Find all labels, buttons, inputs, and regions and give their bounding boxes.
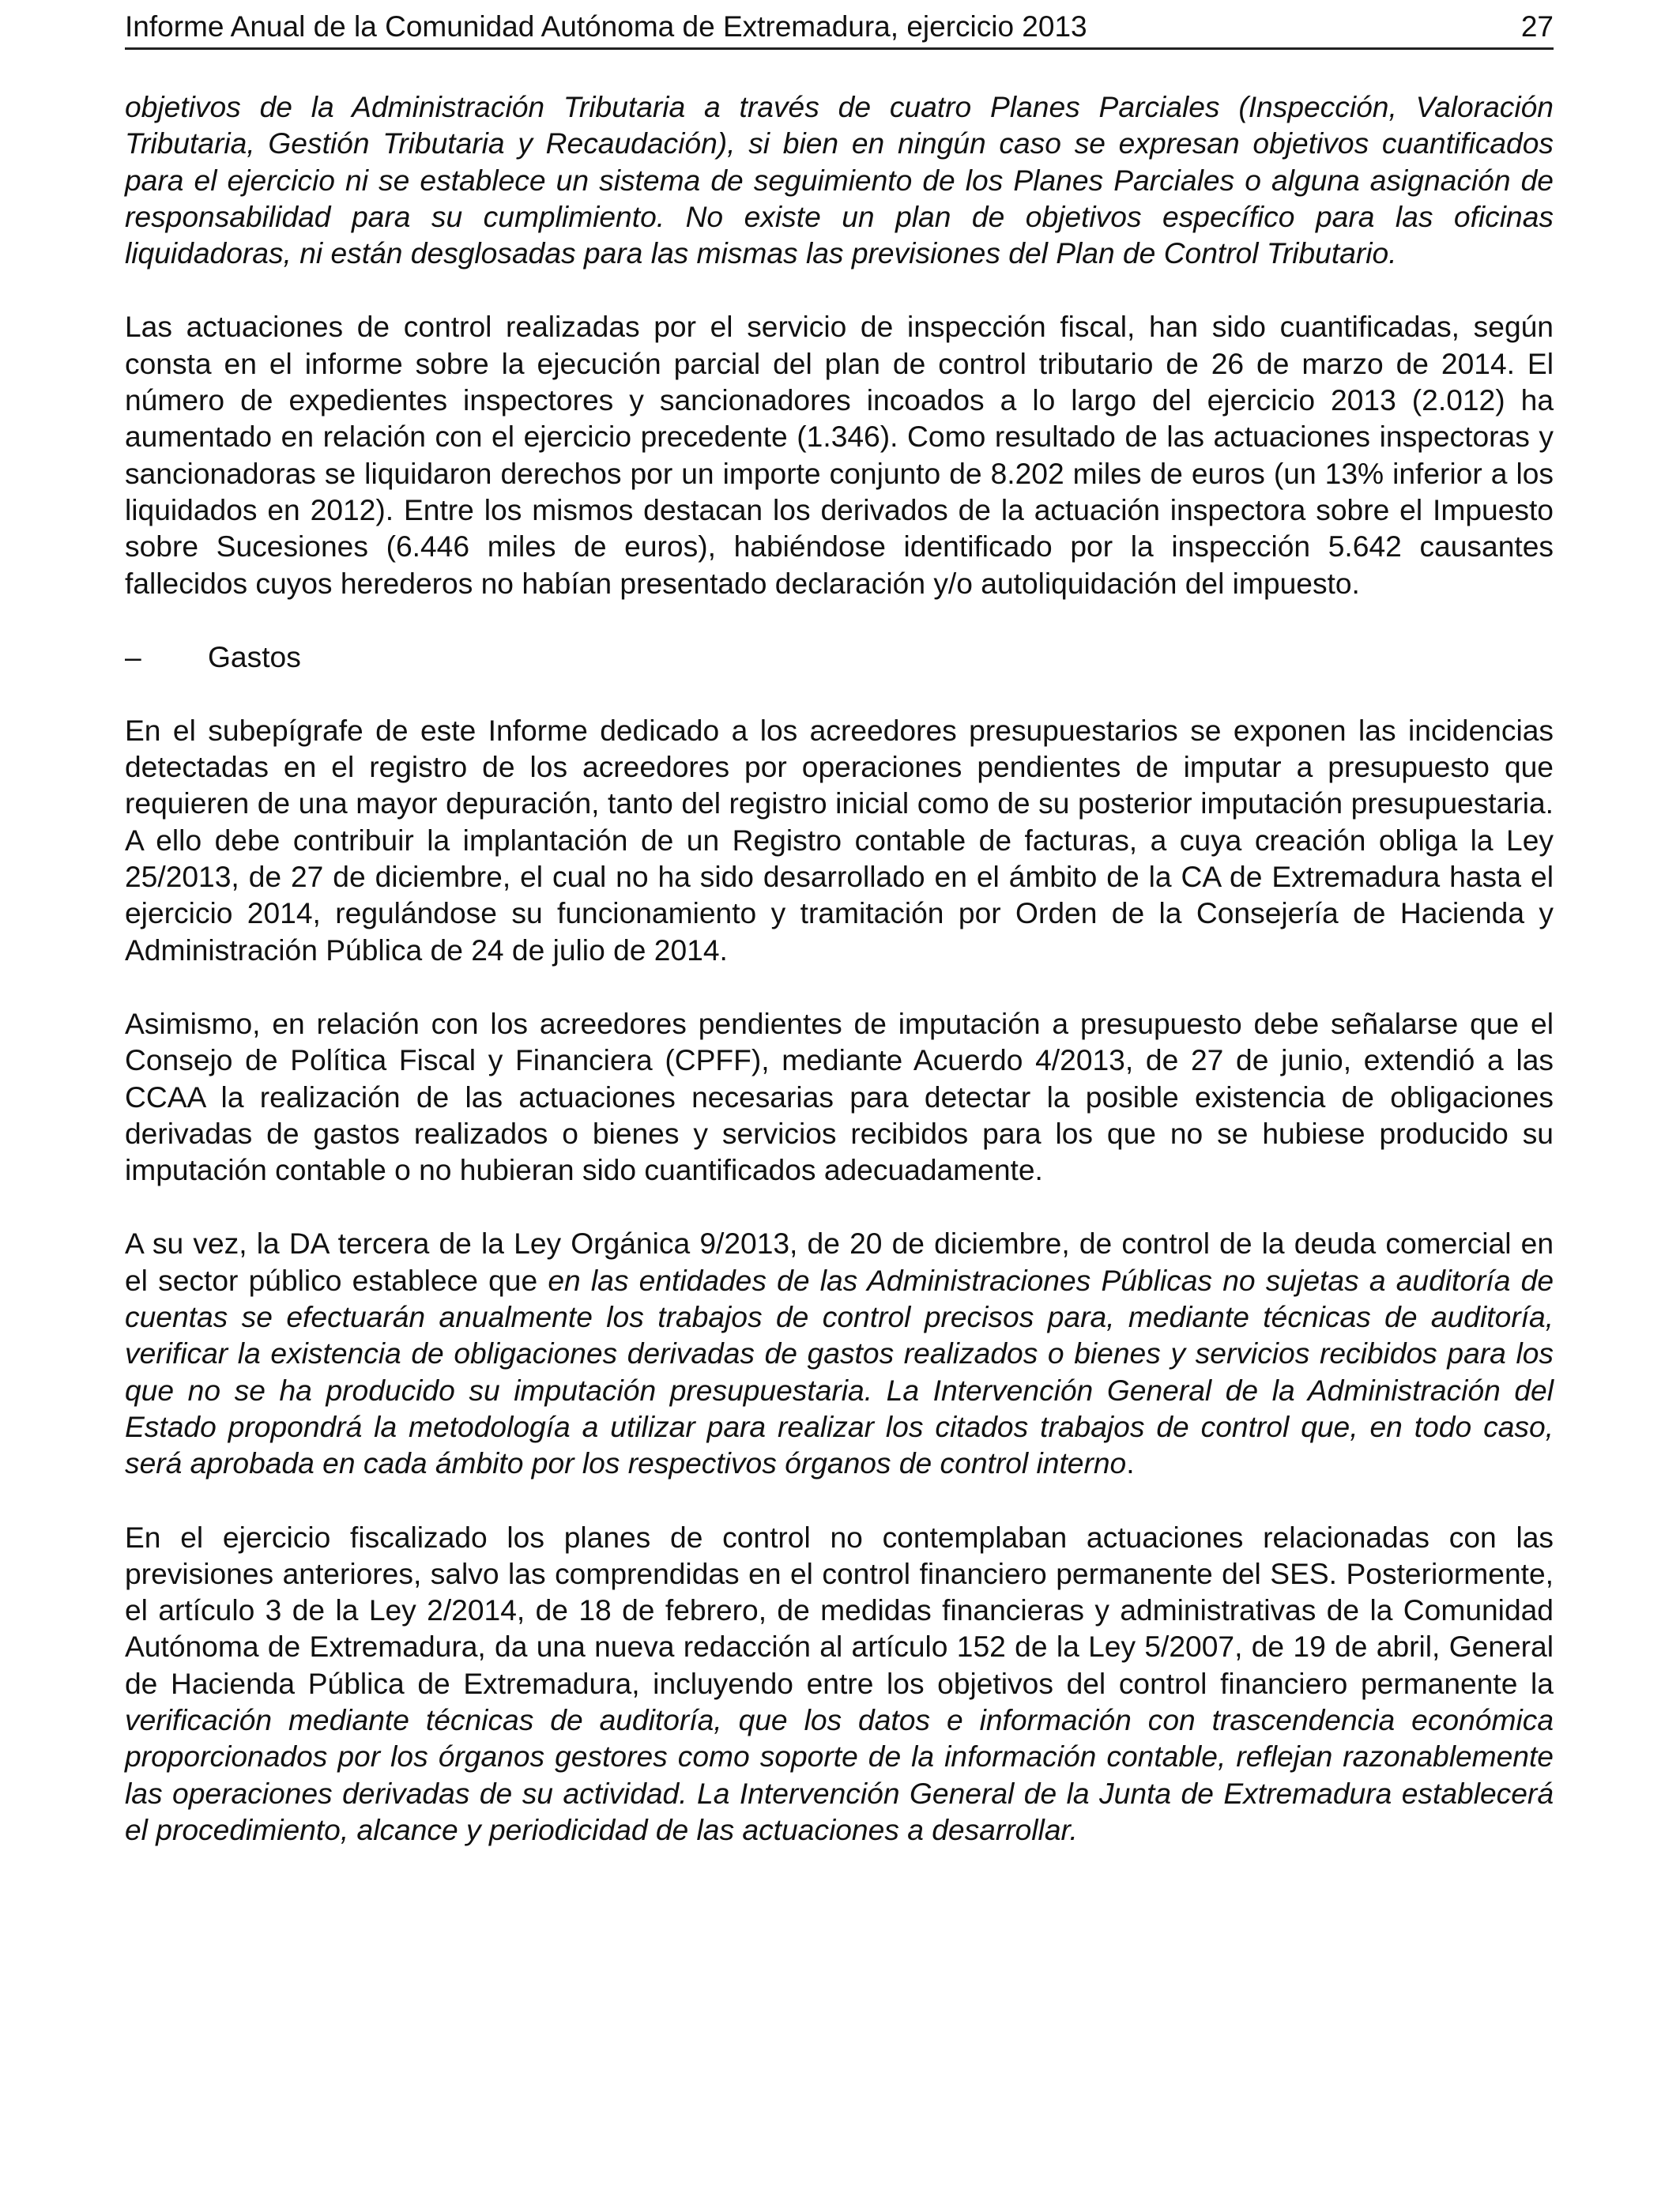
page-header — [125, 6, 1554, 50]
paragraph-actuaciones-control: Las actuaciones de control realizadas por el servicio de inspección fiscal, han sido cuantificadas, según consta en el informe sobre la ejecución parcial del plan de control tributario de 26 de marzo de 2014. El número de expedientes inspectores y sancionadores incoados a lo largo del ejercicio 2013 (2.012) ha aumentado en relación con el ejercicio precedente (1.346). Como resultado de las actuaciones inspectoras y sancionadoras se liquidaron derechos por un importe conjunto de 8.202 miles de euros (un 13% inferior a los liquidados en 2012). Entre los mismos destacan los derivados de la actuación inspectora sobre el Impuesto sobre Sucesiones (6.446 miles de euros), habiéndose identificado por la inspección 5.642 causantes fallecidos cuyos herederos no habían presentado declaración y/o autoliquidación del impuesto. — [125, 310, 1554, 600]
document-body — [125, 89, 1554, 1885]
section-heading-gastos — [125, 639, 1554, 675]
page-number: 27 — [1520, 10, 1554, 43]
dash-bullet-icon: – — [125, 639, 141, 673]
header-title: Informe Anual de la Comunidad Autónoma de Extremadura, ejercicio 2013 — [125, 10, 1087, 43]
section-label: Gastos — [208, 639, 301, 673]
paragraph-cpff-acuerdo: Asimismo, en relación con los acreedores pendientes de imputación a presupuesto debe señalarse que el Consejo de Política Fiscal y Financiera (CPFF), mediante Acuerdo 4/2013, de 27 de junio, extendió a las CCAA la realización de las actuaciones necesarias para detectar la posible existencia de obligaciones derivadas de gastos realizados o bienes y servicios recibidos para los que no se hubiese producido su imputación contable o no hubieran sido cuantificados adecuadamente. — [125, 1006, 1554, 1187]
paragraph-planes-parciales — [125, 89, 1554, 271]
paragraph-acreedores-presupuestarios: En el subepígrafe de este Informe dedicado a los acreedores presupuestarios se exponen las incidencias detectadas en el registro de los acreedores por operaciones pendientes de imputar a presupuesto que requieren de una mayor depuración, tanto del registro inicial como de su posterior imputación presupuestaria. A ello debe contribuir la implantación de un Registro contable de facturas, a cuya creación obliga la Ley 25/2013, de 27 de diciembre, el cual no ha sido desarrollado en el ámbito de la CA de Extremadura hasta el ejercicio 2014, regulándose su funcionamiento y tramitación por Orden de la Consejería de Hacienda y Administración Pública de 24 de julio de 2014. — [125, 713, 1554, 967]
paragraph-italic-quote: en las entidades de las Administraciones Públicas no sujetas a auditoría de cuentas se efectuarán anualmente los trabajos de control precisos para, mediante técnicas de auditoría, verificar la existencia de obligaciones derivadas de gastos realizados o bienes y servicios recibidos para los que no se ha producido su imputación presupuestaria. La Intervención General de la Administración del Estado propondrá la metodología a utilizar para realizar los citados trabajos de control que, en todo caso, será aprobada en cada ámbito por los respectivos órganos de control interno — [125, 1263, 1554, 1480]
paragraph-ley-organica — [125, 1225, 1554, 1481]
paragraph-italic-text: objetivos de la Administración Tributaria a través de cuatro Planes Parciales (Inspección, Valoración Tributaria, Gestión Tributaria y Recaudación), si bien en ningún caso se expresan objetivos cuantificados para el ejercicio ni se establece un sistema de seguimiento de los Planes Parciales o alguna asignación de responsabilidad para su cumplimiento. No existe un plan de objetivos específico para las oficinas liquidadoras, ni están desglosadas para las mismas las previsiones del Plan de Control Tributario. — [125, 90, 1554, 270]
paragraph-tail-text: . — [1126, 1446, 1135, 1480]
paragraph-lead-text: A su vez, la DA tercera de la Ley Orgánica 9/2013, de 20 de diciembre, de control de la deuda comercial en el sector público establece que — [125, 1227, 1554, 1297]
paragraph-ejercicio-fiscalizado — [125, 1519, 1554, 1849]
paragraph-italic-quote: verificación mediante técnicas de auditoría, que los datos e información con trascendencia económica proporcionados por los órganos gestores como soporte de la información contable, reflejan razonablemente las operaciones derivadas de su actividad. La Intervención General de la Junta de Extremadura establecerá el procedimiento, alcance y periodicidad de las actuaciones a desarrollar. — [125, 1702, 1554, 1846]
paragraph-lead-text: En el ejercicio fiscalizado los planes de control no contemplaban actuaciones relacionadas con las previsiones anteriores, salvo las comprendidas en el control financiero permanente del SES. Posteriormente, el artículo 3 de la Ley 2/2014, de 18 de febrero, de medidas financieras y administrativas de la Comunidad Autónoma de Extremadura, da una nueva redacción al artículo 152 de la Ley 5/2007, de 19 de abril, General de Hacienda Pública de Extremadura, incluyendo entre los objetivos del control financiero permanente la — [125, 1520, 1554, 1700]
